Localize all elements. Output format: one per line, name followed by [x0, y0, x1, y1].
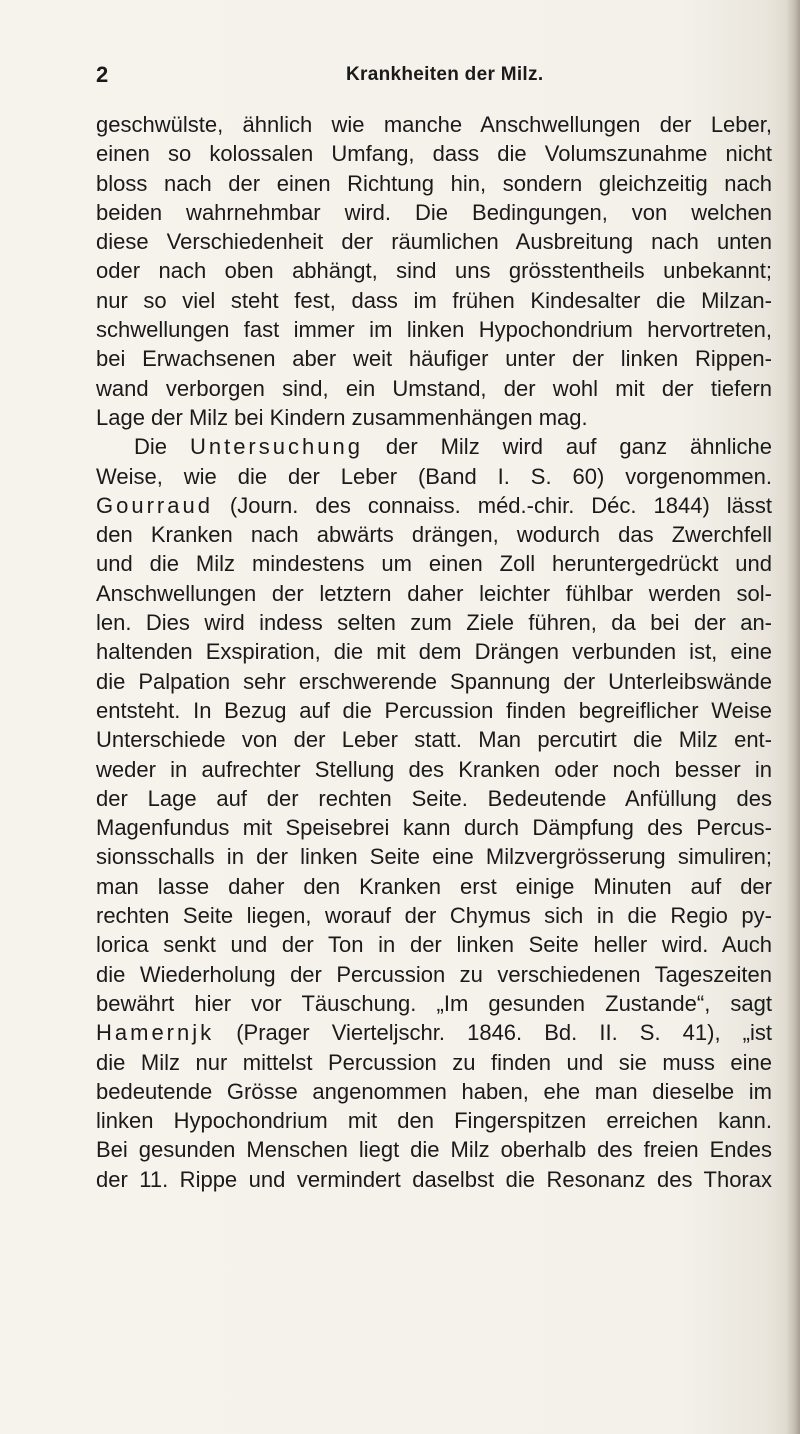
page-edge-shadow — [786, 0, 800, 1434]
text-line: linken Hypochondrium mit den Fingerspitzen erreichen kann. — [96, 1108, 772, 1134]
text-line — [96, 1018, 772, 1047]
text-line: bewährt hier vor Täuschung. „Im gesunden Zustande“, sagt — [96, 990, 772, 1016]
text-line — [96, 432, 772, 461]
text-line: den Kranken nach abwärts drängen, wodurch das Zwerchfell — [96, 522, 772, 548]
page-number: 2 — [96, 62, 109, 87]
text-line: man lasse daher den Kranken erst einige Minuten auf der — [96, 873, 772, 899]
text-line — [96, 491, 772, 520]
text-line: bedeutende Grösse angenommen haben, ehe man dieselbe im — [96, 1078, 772, 1104]
text-line: Lage der Milz bei Kindern zusammenhängen mag. — [96, 404, 588, 430]
text-segment: (Journ. des connaiss. méd.-chir. Déc. 1844) lässt — [212, 492, 772, 518]
text-line: beiden wahrnehmbar wird. Die Bedingungen, von welchen — [96, 199, 772, 225]
text-line: Anschwellungen der letztern daher leichter fühlbar werden sol- — [96, 580, 772, 606]
text-line: oder nach oben abhängt, sind uns grösstentheils unbekannt; — [96, 258, 772, 284]
text-line: einen so kolossalen Umfang, dass die Volumszunahme nicht — [96, 141, 772, 167]
text-line: Bei gesunden Menschen liegt die Milz oberhalb des freien Endes — [96, 1137, 772, 1163]
spaced-emphasis: Hamernjk — [96, 1020, 215, 1046]
text-line: die Milz nur mittelst Percussion zu finden und sie muss eine — [96, 1049, 772, 1075]
text-segment: (Prager Vierteljschr. 1846. Bd. II. S. 41), „ist — [214, 1020, 772, 1046]
text-line: geschwülste, ähnlich wie manche Anschwellungen der Leber, — [96, 112, 772, 137]
text-line: weder in aufrechter Stellung des Kranken oder noch besser in — [96, 756, 772, 782]
spaced-emphasis: Untersuchung — [189, 434, 363, 460]
text-line: schwellungen fast immer im linken Hypochondrium hervortreten, — [96, 317, 772, 343]
spaced-emphasis: Gourraud — [96, 492, 213, 518]
page-header — [96, 62, 772, 92]
text-line: die Wiederholung der Percussion zu verschiedenen Tageszeiten — [96, 961, 772, 987]
text-line: len. Dies wird indess selten zum Ziele führen, da bei der an- — [96, 610, 772, 636]
text-line: die Palpation sehr erschwerende Spannung der Unterleibswände — [96, 668, 772, 694]
text-line: Magenfundus mit Speisebrei kann durch Dämpfung des Percus- — [96, 815, 772, 841]
text-line: Unterschiede von der Leber statt. Man percutirt die Milz ent- — [96, 727, 772, 753]
text-line: rechten Seite liegen, worauf der Chymus sich in die Regio py- — [96, 903, 772, 929]
text-line: lorica senkt und der Ton in der linken Seite heller wird. Auch — [96, 932, 772, 958]
text-line: sionsschalls in der linken Seite eine Milzvergrösserung simuliren; — [96, 844, 772, 870]
text-segment: der Milz wird auf ganz ähnliche — [362, 434, 772, 460]
text-line: nur so viel steht fest, dass im frühen Kindesalter die Milzan- — [96, 287, 772, 313]
body-text — [96, 110, 772, 1194]
text-segment: Die — [134, 434, 190, 460]
text-line: haltenden Exspiration, die mit dem Drängen verbunden ist, eine — [96, 639, 772, 665]
text-line: wand verborgen sind, ein Umstand, der wohl mit der tiefern — [96, 375, 772, 401]
text-line: bei Erwachsenen aber weit häufiger unter der linken Rippen- — [96, 346, 772, 372]
running-title: Krankheiten der Milz. — [346, 64, 544, 85]
text-line: diese Verschiedenheit der räumlichen Ausbreitung nach unten — [96, 229, 772, 255]
text-line: und die Milz mindestens um einen Zoll heruntergedrückt und — [96, 551, 772, 577]
text-line: Weise, wie die der Leber (Band I. S. 60) vorgenommen. — [96, 463, 772, 489]
text-line: der Lage auf der rechten Seite. Bedeutende Anfüllung des — [96, 785, 772, 811]
text-line: der 11. Rippe und vermindert daselbst die Resonanz des Thorax — [96, 1166, 772, 1192]
text-line: bloss nach der einen Richtung hin, sondern gleichzeitig nach — [96, 170, 772, 196]
text-line: entsteht. In Bezug auf die Percussion finden begreiflicher Weise — [96, 697, 772, 723]
